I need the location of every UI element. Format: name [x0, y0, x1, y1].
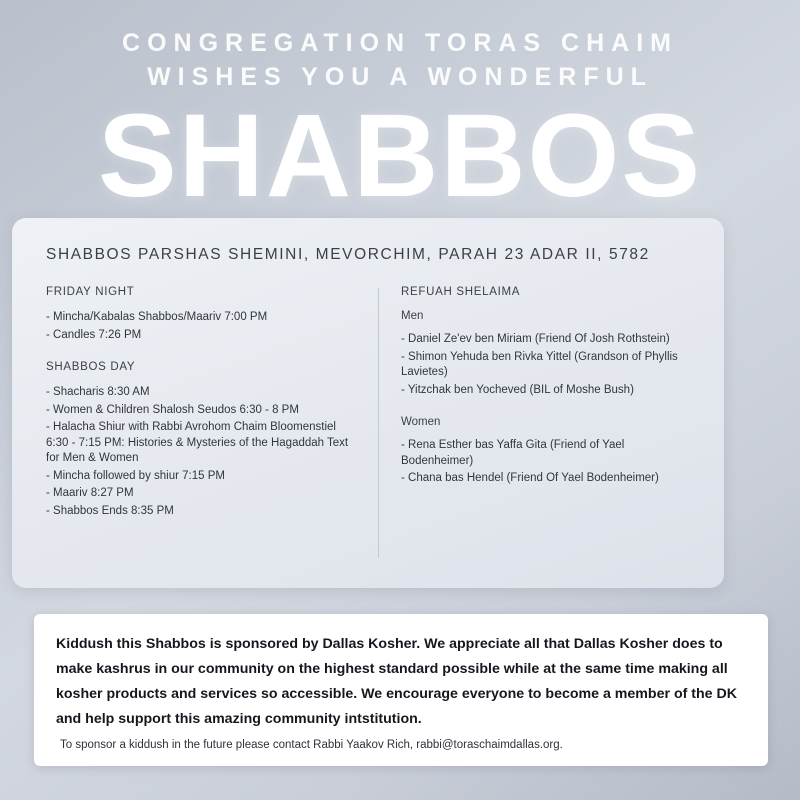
refuah-shelaima-heading: REFUAH SHELAIMA: [401, 286, 521, 298]
friday-item: - Mincha/Kabalas Shabbos/Maariv 7:00 PM: [46, 311, 268, 323]
schedule-card: [12, 218, 724, 588]
sponsor-contact: To sponsor a kiddush in the future please contact Rabbi Yaakov Rich, rabbi@toraschaimdallas.org.: [60, 739, 563, 751]
shabbos-day-item: - Shabbos Ends 8:35 PM: [46, 504, 174, 517]
women-name-item: - Rena Esther bas Yaffa Gita (Friend of Yael Bodenheimer): [401, 439, 625, 467]
column-divider: [378, 288, 379, 558]
women-name-item: - Chana bas Hendel (Friend Of Yael Bodenheimer): [401, 472, 659, 484]
men-name-item: - Shimon Yehuda ben Rivka Yittel (Grandson of Phyllis Lavietes): [401, 350, 678, 378]
shabbos-day-item: - Shacharis 8:30 AM: [46, 386, 150, 398]
shabbos-day-item: - Women & Children Shalosh Seudos 6:30 - 8 PM: [46, 403, 299, 416]
friday-item: - Candles 7:26 PM: [46, 328, 142, 341]
shabbos-day-heading: SHABBOS DAY: [46, 361, 136, 373]
hero-title-shabbos: SHABBOS: [97, 90, 703, 215]
women-label: Women: [401, 416, 441, 428]
schedule-left-column: [38, 286, 378, 558]
schedule-right-column: [401, 286, 698, 558]
shabbos-day-item: - Mincha followed by shiur 7:15 PM: [46, 469, 225, 482]
shabbos-day-item: - Maariv 8:27 PM: [46, 487, 134, 499]
schedule-columns: [38, 286, 698, 558]
hero-banner: [0, 0, 800, 215]
hero-line-1: CONGREGATION TORAS CHAIM: [122, 29, 678, 57]
sponsor-message: Kiddush this Shabbos is sponsored by Dallas Kosher. We appreciate all that Dallas Kosher does to make kashrus in our community on the highest standard possible while at the same time making all kosher products and services so accessible. We encourage everyone to become a member of the DK and help support this amazing community intstitution.: [56, 636, 737, 727]
parsha-title: SHABBOS PARSHAS SHEMINI, MEVORCHIM, PARAH 23 ADAR II, 5782: [46, 246, 650, 263]
men-name-item: - Daniel Ze'ev ben Miriam (Friend Of Josh Rothstein): [401, 333, 670, 345]
men-label: Men: [401, 310, 424, 322]
sponsor-banner: [34, 614, 768, 766]
men-name-item: - Yitzchak ben Yocheved (BIL of Moshe Bush): [401, 383, 634, 396]
friday-night-heading: FRIDAY NIGHT: [46, 286, 135, 298]
hero-line-2: WISHES YOU A WONDERFUL: [147, 63, 653, 91]
shabbos-day-item: - Halacha Shiur with Rabbi Avrohom Chaim Bloomenstiel 6:30 - 7:15 PM: Histories & Mysteries of the Hagaddah Text for Men & Women: [46, 421, 349, 464]
